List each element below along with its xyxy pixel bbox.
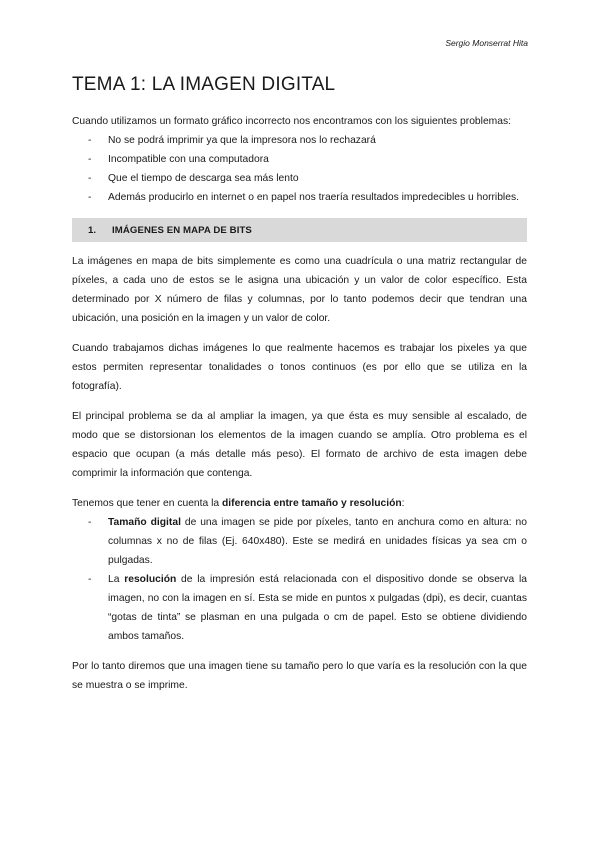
item-term: Tamaño digital [108,517,181,528]
list-item: - Que el tiempo de descarga sea más lento [72,169,527,188]
section-number: 1. [88,224,97,236]
intro-paragraph: Cuando utilizamos un formato gráfico incorrecto nos encontramos con los siguientes problemas: [72,116,511,127]
item-pre: La [108,574,125,585]
list-item [72,513,527,570]
list-item: - Además producirlo en internet o en papel nos traería resultados impredecibles u horribles. [72,188,527,207]
item-text: de la impresión está relacionada con el dispositivo donde se observa la imagen, no con la imagen en sí. Esta se mide en puntos x pulgadas (dpi), es decir, cuantas “gotas de tinta” se plasman en una pulgada o cm de papel. Esto se obtiene dividiendo ambos tamaños. [108,574,527,642]
diff-list [72,513,527,646]
body-paragraph: La imágenes en mapa de bits simplemente es como una cuadrícula o una matriz rectangular de píxeles, a cada uno de estos se le asigna una ubicación y un valor de color específico. Esta determinado por X número de filas y columnas, por lo tanto podemos decir que tendran una ubicación, una posición en la imagen y un valor de color. [72,256,527,324]
document-body [72,112,527,695]
diff-tail: : [401,498,405,509]
body-paragraph: Cuando trabajamos dichas imágenes lo que realmente hacemos es trabajar los pixeles ya que estos permiten representar tonalidades o tonos continuos (es por ello que se utiliza en la fotografía). [72,343,527,392]
conclusion-paragraph: Por lo tanto diremos que una imagen tiene su tamaño pero lo que varía es la resolución con la que se muestra o se imprime. [72,661,527,691]
list-item: - Incompatible con una computadora [72,150,527,169]
diff-lead: Tenemos que tener en cuenta la [72,498,222,509]
section-heading [72,218,527,242]
body-paragraph: El principal problema se da al ampliar la imagen, ya que ésta es muy sensible al escalado, de modo que se distorsionan los elementos de la imagen cuando se amplía. Otro problema es el espacio que ocupan (a más detalle más peso). El formato de archivo de esta imagen debe comprimir la información que contenga. [72,411,527,479]
header-author: Sergio Monserrat Hita [445,38,528,48]
diff-bold: diferencia entre tamaño y resolución [221,498,402,509]
item-text: de una imagen se pide por píxeles, tanto en anchura como en altura: no columnas x no de filas (Ej. 640x480). Este se medirá en unidades físicas ya sea cm o pulgadas. [108,517,527,566]
diff-intro [72,494,527,513]
list-item: - No se podrá imprimir ya que la impresora nos lo rechazará [72,131,527,150]
page-title: TEMA 1: LA IMAGEN DIGITAL [72,74,336,95]
problems-list [72,131,527,207]
list-item [72,570,527,646]
section-title: IMÁGENES EN MAPA DE BITS [112,224,252,236]
item-term: resolución [124,574,177,585]
